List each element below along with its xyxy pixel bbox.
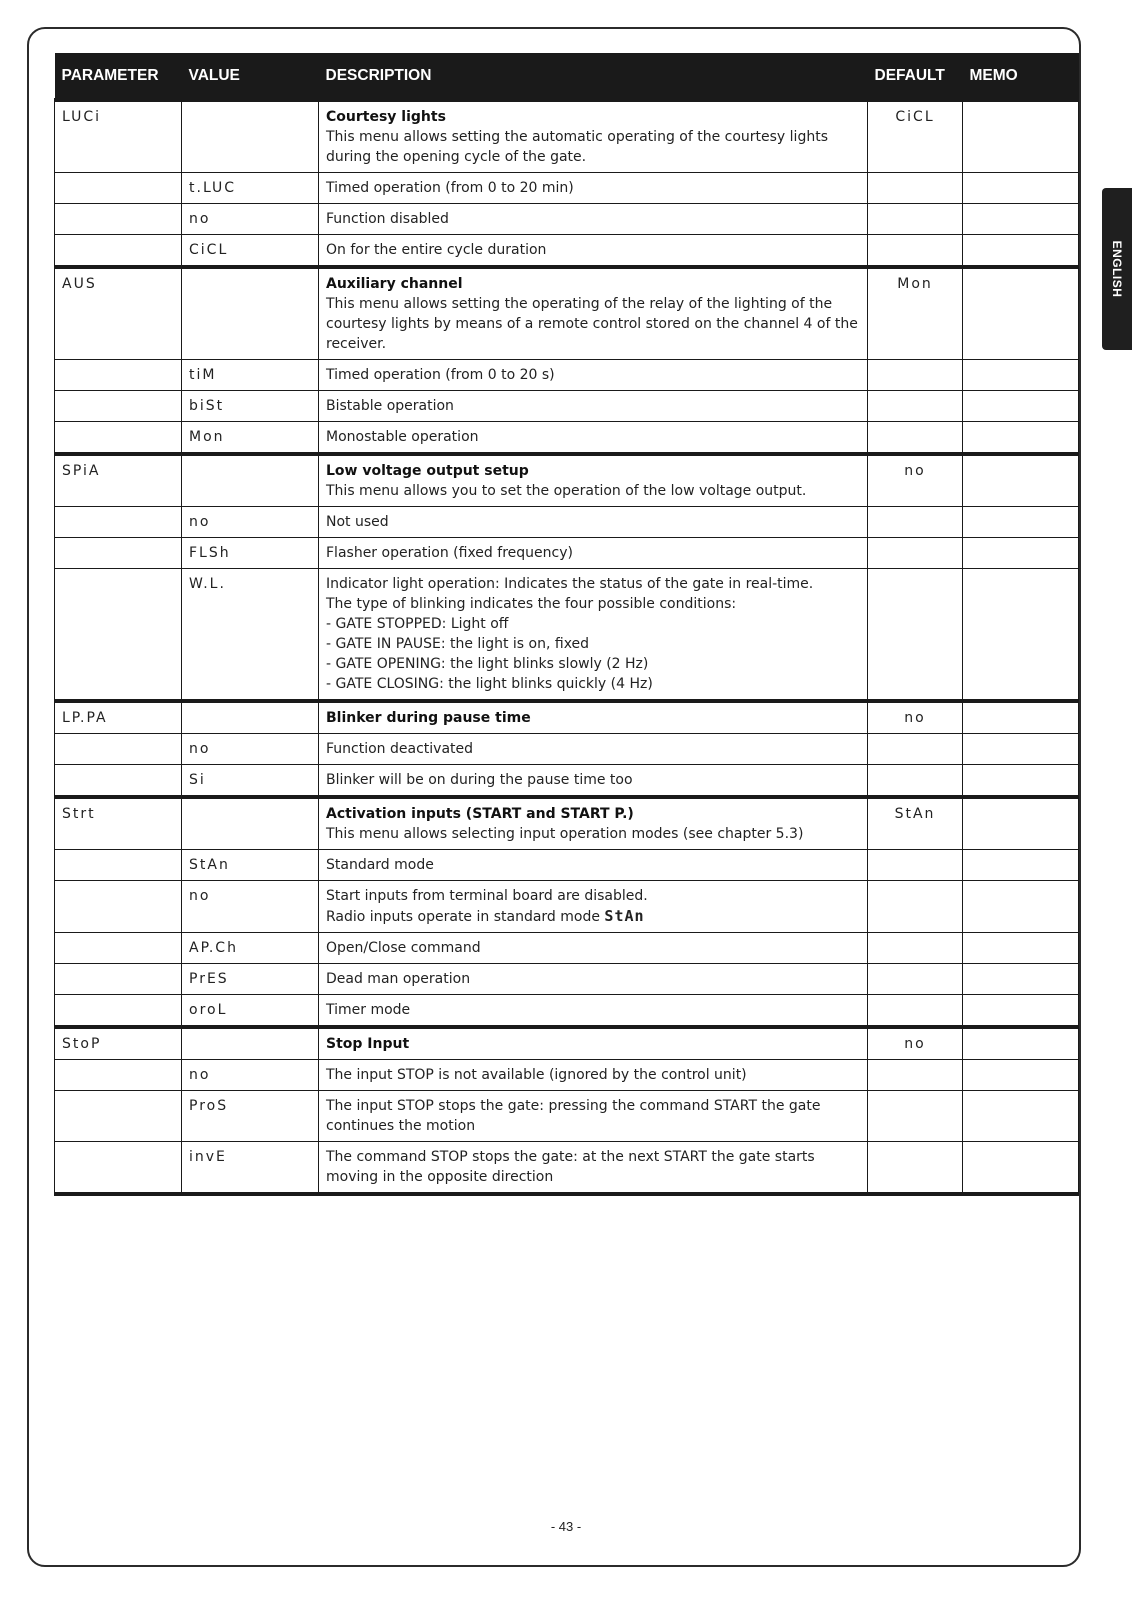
default-cell: [868, 933, 963, 964]
description-cell: [319, 569, 868, 702]
description-text: [326, 512, 860, 532]
parameter-cell: [55, 765, 182, 798]
description-cell: [319, 391, 868, 422]
parameter-cell: [55, 391, 182, 422]
description-text: [326, 209, 860, 229]
value-cell: Mon: [182, 422, 319, 455]
description-text: [326, 240, 860, 260]
memo-cell: [963, 964, 1079, 995]
description-cell: [319, 797, 868, 850]
header-value: VALUE: [182, 53, 319, 100]
description-title: Courtesy lights: [326, 109, 446, 125]
table-row: [55, 734, 1079, 765]
parameter-cell: [55, 964, 182, 995]
value-cell: tiM: [182, 360, 319, 391]
description-text-content: This menu allows you to set the operation of the low voltage output.: [326, 483, 807, 499]
parameter-cell: [55, 881, 182, 933]
description-text: [326, 481, 860, 501]
table-row: [55, 881, 1079, 933]
memo-cell: [963, 734, 1079, 765]
parameter-cell: [55, 850, 182, 881]
table-row: [55, 797, 1079, 850]
value-cell: Si: [182, 765, 319, 798]
value-cell: no: [182, 1060, 319, 1091]
memo-cell: [963, 204, 1079, 235]
description-text: [326, 543, 860, 563]
parameter-cell: [55, 995, 182, 1028]
table-row: [55, 267, 1079, 360]
table-row: [55, 507, 1079, 538]
description-text: [326, 1065, 860, 1085]
parameter-cell: [55, 204, 182, 235]
table-row: [55, 204, 1079, 235]
header-memo: MEMO: [963, 53, 1079, 100]
parameter-cell: [55, 235, 182, 268]
parameter-cell: StoP: [55, 1027, 182, 1060]
inline-display-code: StAn: [604, 907, 645, 925]
memo-cell: [963, 933, 1079, 964]
value-cell: [182, 701, 319, 734]
description-text: [326, 365, 860, 385]
value-cell: t.LUC: [182, 173, 319, 204]
table-row: [55, 173, 1079, 204]
value-cell: invE: [182, 1142, 319, 1195]
table-row: [55, 1060, 1079, 1091]
default-cell: [868, 391, 963, 422]
parameter-cell: [55, 538, 182, 569]
memo-cell: [963, 538, 1079, 569]
value-cell: FLSh: [182, 538, 319, 569]
table-header: [55, 53, 1079, 100]
value-cell: [182, 454, 319, 507]
header-default: DEFAULT: [868, 53, 963, 100]
memo-cell: [963, 995, 1079, 1028]
description-cell: [319, 538, 868, 569]
default-cell: [868, 1060, 963, 1091]
language-tab-label: ENGLISH: [1110, 240, 1124, 298]
description-text: [326, 938, 860, 958]
description-text-content: Dead man operation: [326, 971, 471, 987]
description-cell: [319, 1091, 868, 1142]
parameter-cell: [55, 1060, 182, 1091]
memo-cell: [963, 850, 1079, 881]
table-row: [55, 1091, 1079, 1142]
parameter-cell: [55, 734, 182, 765]
value-cell: biSt: [182, 391, 319, 422]
value-cell: CiCL: [182, 235, 319, 268]
default-cell: [868, 235, 963, 268]
memo-cell: [963, 765, 1079, 798]
value-cell: no: [182, 734, 319, 765]
description-text-content: On for the entire cycle duration: [326, 242, 547, 258]
default-cell: no: [868, 701, 963, 734]
description-text-content: Monostable operation: [326, 429, 479, 445]
parameter-cell: [55, 1091, 182, 1142]
memo-cell: [963, 701, 1079, 734]
memo-cell: [963, 1091, 1079, 1142]
value-cell: [182, 797, 319, 850]
description-cell: [319, 507, 868, 538]
table-row: [55, 538, 1079, 569]
description-text-content: The command STOP stops the gate: at the next START the gate starts moving in the opposite direction: [326, 1149, 815, 1185]
memo-cell: [963, 422, 1079, 455]
description-cell: [319, 100, 868, 173]
parameter-cell: [55, 422, 182, 455]
description-cell: [319, 204, 868, 235]
description-text-content: The input STOP stops the gate: pressing the command START the gate continues the motion: [326, 1098, 821, 1134]
description-cell: [319, 267, 868, 360]
memo-cell: [963, 454, 1079, 507]
parameter-cell: [55, 933, 182, 964]
description-text-content: Flasher operation (fixed frequency): [326, 545, 573, 561]
description-cell: [319, 1027, 868, 1060]
table-row: [55, 1142, 1079, 1195]
memo-cell: [963, 173, 1079, 204]
table-row: [55, 235, 1079, 268]
description-text-content: Bistable operation: [326, 398, 454, 414]
value-cell: oroL: [182, 995, 319, 1028]
value-cell: W.L.: [182, 569, 319, 702]
description-text-content: Function deactivated: [326, 741, 474, 757]
table-row: [55, 569, 1079, 702]
default-cell: [868, 964, 963, 995]
table-row: [55, 360, 1079, 391]
memo-cell: [963, 507, 1079, 538]
default-cell: [868, 850, 963, 881]
default-cell: [868, 1091, 963, 1142]
default-cell: [868, 995, 963, 1028]
table-row: [55, 995, 1079, 1028]
language-tab: [1102, 188, 1132, 350]
table-row: [55, 1027, 1079, 1060]
default-cell: no: [868, 1027, 963, 1060]
value-cell: [182, 1027, 319, 1060]
description-text-content: This menu allows setting the operating of the relay of the lighting of the courtesy lights by means of a remote control stored on the channel 4 of the receiver.: [326, 296, 858, 352]
value-cell: no: [182, 881, 319, 933]
description-text-content: Open/Close command: [326, 940, 481, 956]
description-title: Auxiliary channel: [326, 276, 463, 292]
description-cell: [319, 734, 868, 765]
value-cell: no: [182, 204, 319, 235]
description-text: [326, 178, 860, 198]
description-text: [326, 1096, 860, 1136]
description-text-content: Timer mode: [326, 1002, 411, 1018]
description-text: [326, 427, 860, 447]
value-cell: ProS: [182, 1091, 319, 1142]
table-row: [55, 422, 1079, 455]
value-cell: StAn: [182, 850, 319, 881]
header-parameter: PARAMETER: [55, 53, 182, 100]
parameter-cell: [55, 173, 182, 204]
description-text: [326, 574, 860, 694]
description-cell: [319, 881, 868, 933]
memo-cell: [963, 100, 1079, 173]
description-text: [326, 1000, 860, 1020]
description-text: [326, 969, 860, 989]
description-title: Low voltage output setup: [326, 463, 529, 479]
description-title: Blinker during pause time: [326, 710, 531, 726]
parameter-cell: [55, 1142, 182, 1195]
table-row: [55, 964, 1079, 995]
description-text-content: Start inputs from terminal board are disabled. Radio inputs operate in standard mode: [326, 888, 648, 925]
description-cell: [319, 850, 868, 881]
memo-cell: [963, 235, 1079, 268]
parameter-table: [54, 53, 1079, 1196]
description-text-content: Standard mode: [326, 857, 434, 873]
description-text-content: Blinker will be on during the pause time too: [326, 772, 633, 788]
table-row: [55, 454, 1079, 507]
description-text-content: This menu allows setting the automatic operating of the courtesy lights during the opening cycle of the gate.: [326, 129, 828, 165]
description-cell: [319, 701, 868, 734]
description-text: [326, 739, 860, 759]
parameter-cell: AUS: [55, 267, 182, 360]
description-text: [326, 824, 860, 844]
description-text-content: The input STOP is not available (ignored by the control unit): [326, 1067, 747, 1083]
description-text: [326, 855, 860, 875]
default-cell: [868, 734, 963, 765]
description-text: [326, 396, 860, 416]
description-cell: [319, 360, 868, 391]
value-cell: [182, 100, 319, 173]
description-text: [326, 886, 860, 927]
description-cell: [319, 1060, 868, 1091]
parameter-cell: [55, 569, 182, 702]
default-cell: [868, 881, 963, 933]
default-cell: [868, 538, 963, 569]
default-cell: Mon: [868, 267, 963, 360]
value-cell: no: [182, 507, 319, 538]
description-cell: [319, 235, 868, 268]
description-text-content: Timed operation (from 0 to 20 s): [326, 367, 555, 383]
default-cell: [868, 204, 963, 235]
description-text-content: This menu allows selecting input operation modes (see chapter 5.3): [326, 826, 804, 842]
description-text-content: Indicator light operation: Indicates the status of the gate in real-time. The type of blinking indicates the four possible conditions: - GATE STOPPED: Light off - GATE IN PAUSE: the light is on, fixed - GATE OPENING: the light blinks slowly (2 Hz) - GATE CLOSING: the light blinks quickly (4 Hz): [326, 576, 814, 692]
description-text-content: Not used: [326, 514, 389, 530]
description-title: Activation inputs (START and START P.): [326, 806, 634, 822]
memo-cell: [963, 1060, 1079, 1091]
description-cell: [319, 1142, 868, 1195]
value-cell: PrES: [182, 964, 319, 995]
parameter-cell: SPiA: [55, 454, 182, 507]
parameter-cell: LUCi: [55, 100, 182, 173]
default-cell: [868, 1142, 963, 1195]
memo-cell: [963, 1027, 1079, 1060]
memo-cell: [963, 1142, 1079, 1195]
description-text: [326, 770, 860, 790]
description-title: Stop Input: [326, 1036, 410, 1052]
memo-cell: [963, 267, 1079, 360]
table-row: [55, 701, 1079, 734]
table-row: [55, 765, 1079, 798]
value-cell: [182, 267, 319, 360]
page-number: - 43 -: [550, 1519, 582, 1534]
memo-cell: [963, 360, 1079, 391]
memo-cell: [963, 569, 1079, 702]
default-cell: no: [868, 454, 963, 507]
table-row: [55, 100, 1079, 173]
description-cell: [319, 454, 868, 507]
default-cell: [868, 360, 963, 391]
description-text: [326, 127, 860, 167]
parameter-cell: [55, 507, 182, 538]
table-body: [55, 100, 1079, 1194]
description-cell: [319, 964, 868, 995]
description-cell: [319, 765, 868, 798]
table-row: [55, 391, 1079, 422]
parameter-cell: Strt: [55, 797, 182, 850]
table-row: [55, 850, 1079, 881]
description-cell: [319, 422, 868, 455]
description-cell: [319, 173, 868, 204]
description-cell: [319, 995, 868, 1028]
parameter-cell: [55, 360, 182, 391]
default-cell: [868, 765, 963, 798]
default-cell: [868, 569, 963, 702]
memo-cell: [963, 881, 1079, 933]
default-cell: [868, 507, 963, 538]
header-description: DESCRIPTION: [319, 53, 868, 100]
value-cell: AP.Ch: [182, 933, 319, 964]
description-text-content: Function disabled: [326, 211, 449, 227]
default-cell: [868, 173, 963, 204]
default-cell: CiCL: [868, 100, 963, 173]
parameter-cell: LP.PA: [55, 701, 182, 734]
default-cell: [868, 422, 963, 455]
description-text: [326, 294, 860, 354]
description-text-content: Timed operation (from 0 to 20 min): [326, 180, 574, 196]
default-cell: StAn: [868, 797, 963, 850]
memo-cell: [963, 391, 1079, 422]
description-text: [326, 1147, 860, 1187]
table-row: [55, 933, 1079, 964]
description-cell: [319, 933, 868, 964]
memo-cell: [963, 797, 1079, 850]
